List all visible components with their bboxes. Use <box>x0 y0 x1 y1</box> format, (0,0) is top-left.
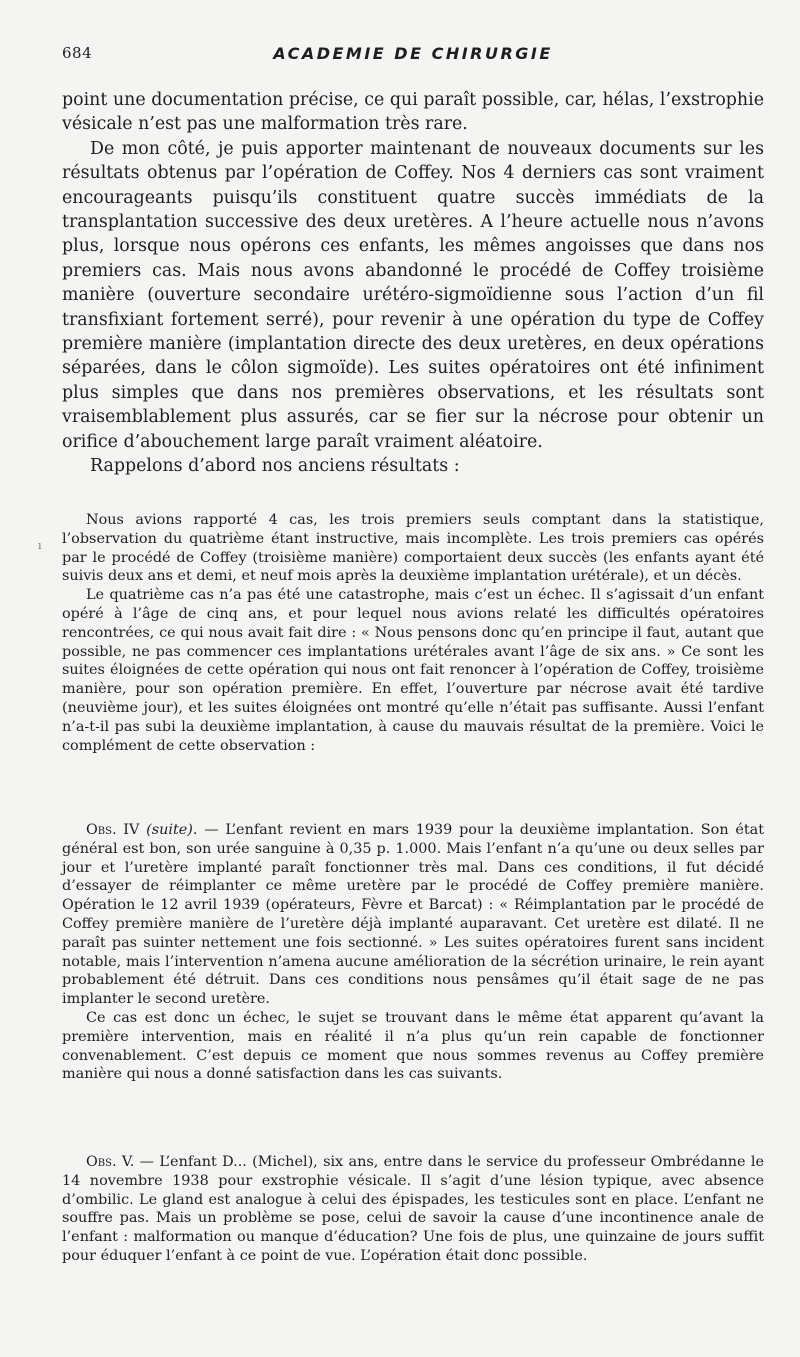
page-header <box>62 44 764 66</box>
margin-mark: ı <box>38 539 42 552</box>
main-paragraph-3: Rappelons d’abord nos anciens résultats : <box>90 456 460 477</box>
observation-5-text: — L’enfant D... (Michel), six ans, entre dans le service du professeur Ombrédanne le 14 novembre 1938 pour exstrophie vésicale. Il s’agit d’une lésion typique, avec absence d’ombilic. Le gland est analogue à celui des épispades, les testicules sont en place. L’enfant ne souffre pas. Mais un problème se pose, celui de savoir la cause d’une incontinence anale de l’enfant : malformation ou manque d’éducation? Une fois de plus, une quinzaine de jours suffit pour éduquer l’enfant à ce point de vue. L’opération était donc possible. <box>62 1154 764 1264</box>
previous-results-block <box>62 511 764 755</box>
observation-5-paragraph-1 <box>62 1153 764 1266</box>
observation-5-label: Obs. V. <box>86 1154 135 1170</box>
observation-4-label: Obs. IV <box>86 822 140 838</box>
main-paragraph-2: De mon côté, je puis apporter maintenant de nouveaux documents sur les résultats obtenus par l’opération de Coffey. Nos 4 derniers cas sont vraiment encourageants puisqu’ils constituent quatre succès immédiats de la transplantation successive des deux uretères. A l’heure actuelle nous n’avons plus, lorsque nous opérons ces enfants, les mêmes angoisses que dans nos premiers cas. Mais nous avons abandonné le procédé de Coffey troisième manière (ouverture secondaire urétéro-sigmoïdienne sous l’action d’un fil transfixiant fortement serré), pour revenir à une opération du type de Coffey première manière (implantation directe des deux uretères, en deux opérations séparées, dans le côlon sigmoïde). Les suites opératoires ont été infiniment plus simples que dans nos premières observations, et les résultats sont vraisemblablement plus assurés, car se fier sur la nécrose pour obtenir un orifice d’abouchement large paraît vraiment aléatoire. <box>62 138 764 452</box>
previous-results-paragraph-2: Le quatrième cas n’a pas été une catastrophe, mais c’est un échec. Il s’agissait d’un enfant opéré à l’âge de cinq ans, et pour lequel nous avions relaté les difficultés opératoires rencontrées, ce qui nous avait fait dire : « Nous pensons donc qu’en principe il faut, autant que possible, ne pas commencer ces implantations urétérales avant l’âge de six ans. » Ce sont les suites éloignées de cette opération qui nous ont fait renoncer à l’opération de Coffey, troisième manière, pour son opération première. En effet, l’ouverture par nécrose avait été tardive (neuvième jour), et les suites éloignées ont montré qu’elle n’était pas suffisante. Aussi l’enfant n’a-t-il pas subi la deuxième implantation, à cause du mauvais résultat de la première. Voici le complément de cette observation : <box>62 587 764 754</box>
main-paragraph-1: point une documentation précise, ce qui paraît possible, car, hélas, l’exstrophie vésicale n’est pas une malformation très rare. <box>62 90 764 135</box>
observation-4-text: — L’enfant revient en mars 1939 pour la deuxième implantation. Son état général est bon, son urée sanguine à 0,35 p. 1.000. Mais l’enfant n’a qu’une ou deux selles par jour et l’uretère implanté paraît fonctionner très mal. Dans ces conditions, il fut décidé d’essayer de réimplanter ce même uretère par le procédé de Coffey première manière. Opération le 12 avril 1939 (opérateurs, Fèvre et Barcat) : « Réimplantation par le procédé de Coffey première manière de l’uretère déjà implanté auparavant. Cet uretère est dilaté. Il ne paraît pas suinter nettement une fois sectionné. » Les suites opératoires furent sans incident notable, mais l’intervention n’amena aucune amélioration de la sécrétion urinaire, le rein ayant probablement été détruit. Dans ces conditions nous pensâmes qu’il était sage de ne pas implanter le second uretère. <box>62 822 764 1008</box>
observation-5-block <box>62 1153 764 1266</box>
running-title: ACADEMIE DE CHIRURGIE <box>273 44 553 63</box>
observation-4-paragraph-1 <box>62 821 764 1009</box>
main-text <box>62 88 764 479</box>
observation-4-paragraph-2: Ce cas est donc un échec, le sujet se trouvant dans le même état apparent qu’avant la première intervention, mais en réalité il n’a plus qu’un rein capable de fonctionner convenablement. C’est depuis ce moment que nous sommes revenus au Coffey première manière qui nous a donné satisfaction dans les cas suivants. <box>62 1009 764 1083</box>
page-number: 684 <box>62 44 93 62</box>
observation-4-block <box>62 821 764 1084</box>
observation-4-suite: (suite). <box>146 822 198 838</box>
previous-results-paragraph-1: Nous avions rapporté 4 cas, les trois premiers seuls comptant dans la statistique, l’observation du quatrième étant instructive, mais incomplète. Les trois premiers cas opérés par le procédé de Coffey (troisième manière) comportaient deux succès (les enfants ayant été suivis deux ans et demi, et neuf mois après la deuxième implantation urétérale), et un décès. <box>62 512 764 585</box>
